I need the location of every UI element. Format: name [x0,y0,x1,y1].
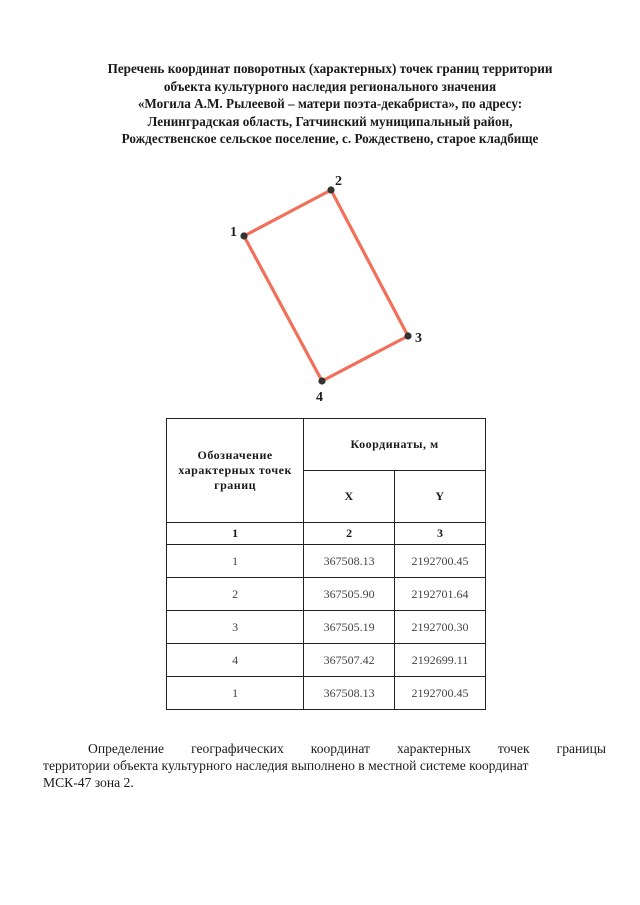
column-number: 1 [167,523,304,545]
title-line: объекта культурного наследия регионального значения [163,78,497,94]
cell-point: 2 [167,578,304,611]
point-marker-2 [327,186,334,193]
point-label-3: 3 [415,331,422,346]
cell-point: 3 [167,611,304,644]
point-label-1: 1 [230,225,237,240]
point-marker-4 [318,377,325,384]
table-row [167,578,486,611]
note-line: территории объекта культурного наследия выполнено в местной системе координат [43,758,529,773]
header-designation: Обозначение характерных точек границ [167,419,304,523]
cell-x: 367505.90 [304,578,395,611]
cell-y: 2192701.64 [395,578,486,611]
title-line: Перечень координат поворотных (характерных) точек границ территории [107,61,553,76]
cell-x: 367505.19 [304,611,395,644]
boundary-plan [0,0,640,410]
note-paragraph [43,740,606,791]
cell-y: 2192700.45 [395,677,486,710]
column-number: 2 [304,523,395,545]
header-coordinates: Координаты, м [304,419,486,471]
header-y: Y [395,471,486,523]
note-line: Определение географических координат характерных точек границы [88,741,606,756]
point-marker-1 [240,232,247,239]
table-row [167,644,486,677]
table-row [167,611,486,644]
cell-x: 367507.42 [304,644,395,677]
point-marker-3 [404,332,411,339]
cell-x: 367508.13 [304,677,395,710]
title-line: Рождественское сельское поселение, с. Рождествено, старое кладбище [121,131,539,146]
note-line: МСК-47 зона 2. [43,775,134,790]
column-number: 3 [395,523,486,545]
title-line: «Могила А.М. Рылеевой – матери поэта-декабриста», по адресу: [137,96,523,111]
coordinates-table [166,418,486,710]
title-line: Ленинградская область, Гатчинский муниципальный район, [147,113,513,129]
point-label-2: 2 [335,174,342,189]
cell-point: 4 [167,644,304,677]
table-row [167,677,486,710]
cell-x: 367508.13 [304,545,395,578]
table-row [167,545,486,578]
cell-y: 2192700.30 [395,611,486,644]
cell-point: 1 [167,545,304,578]
header-x: X [304,471,395,523]
point-label-4: 4 [316,390,323,405]
cell-y: 2192700.45 [395,545,486,578]
cell-point: 1 [167,677,304,710]
cell-y: 2192699.11 [395,644,486,677]
boundary-outline [244,190,408,381]
